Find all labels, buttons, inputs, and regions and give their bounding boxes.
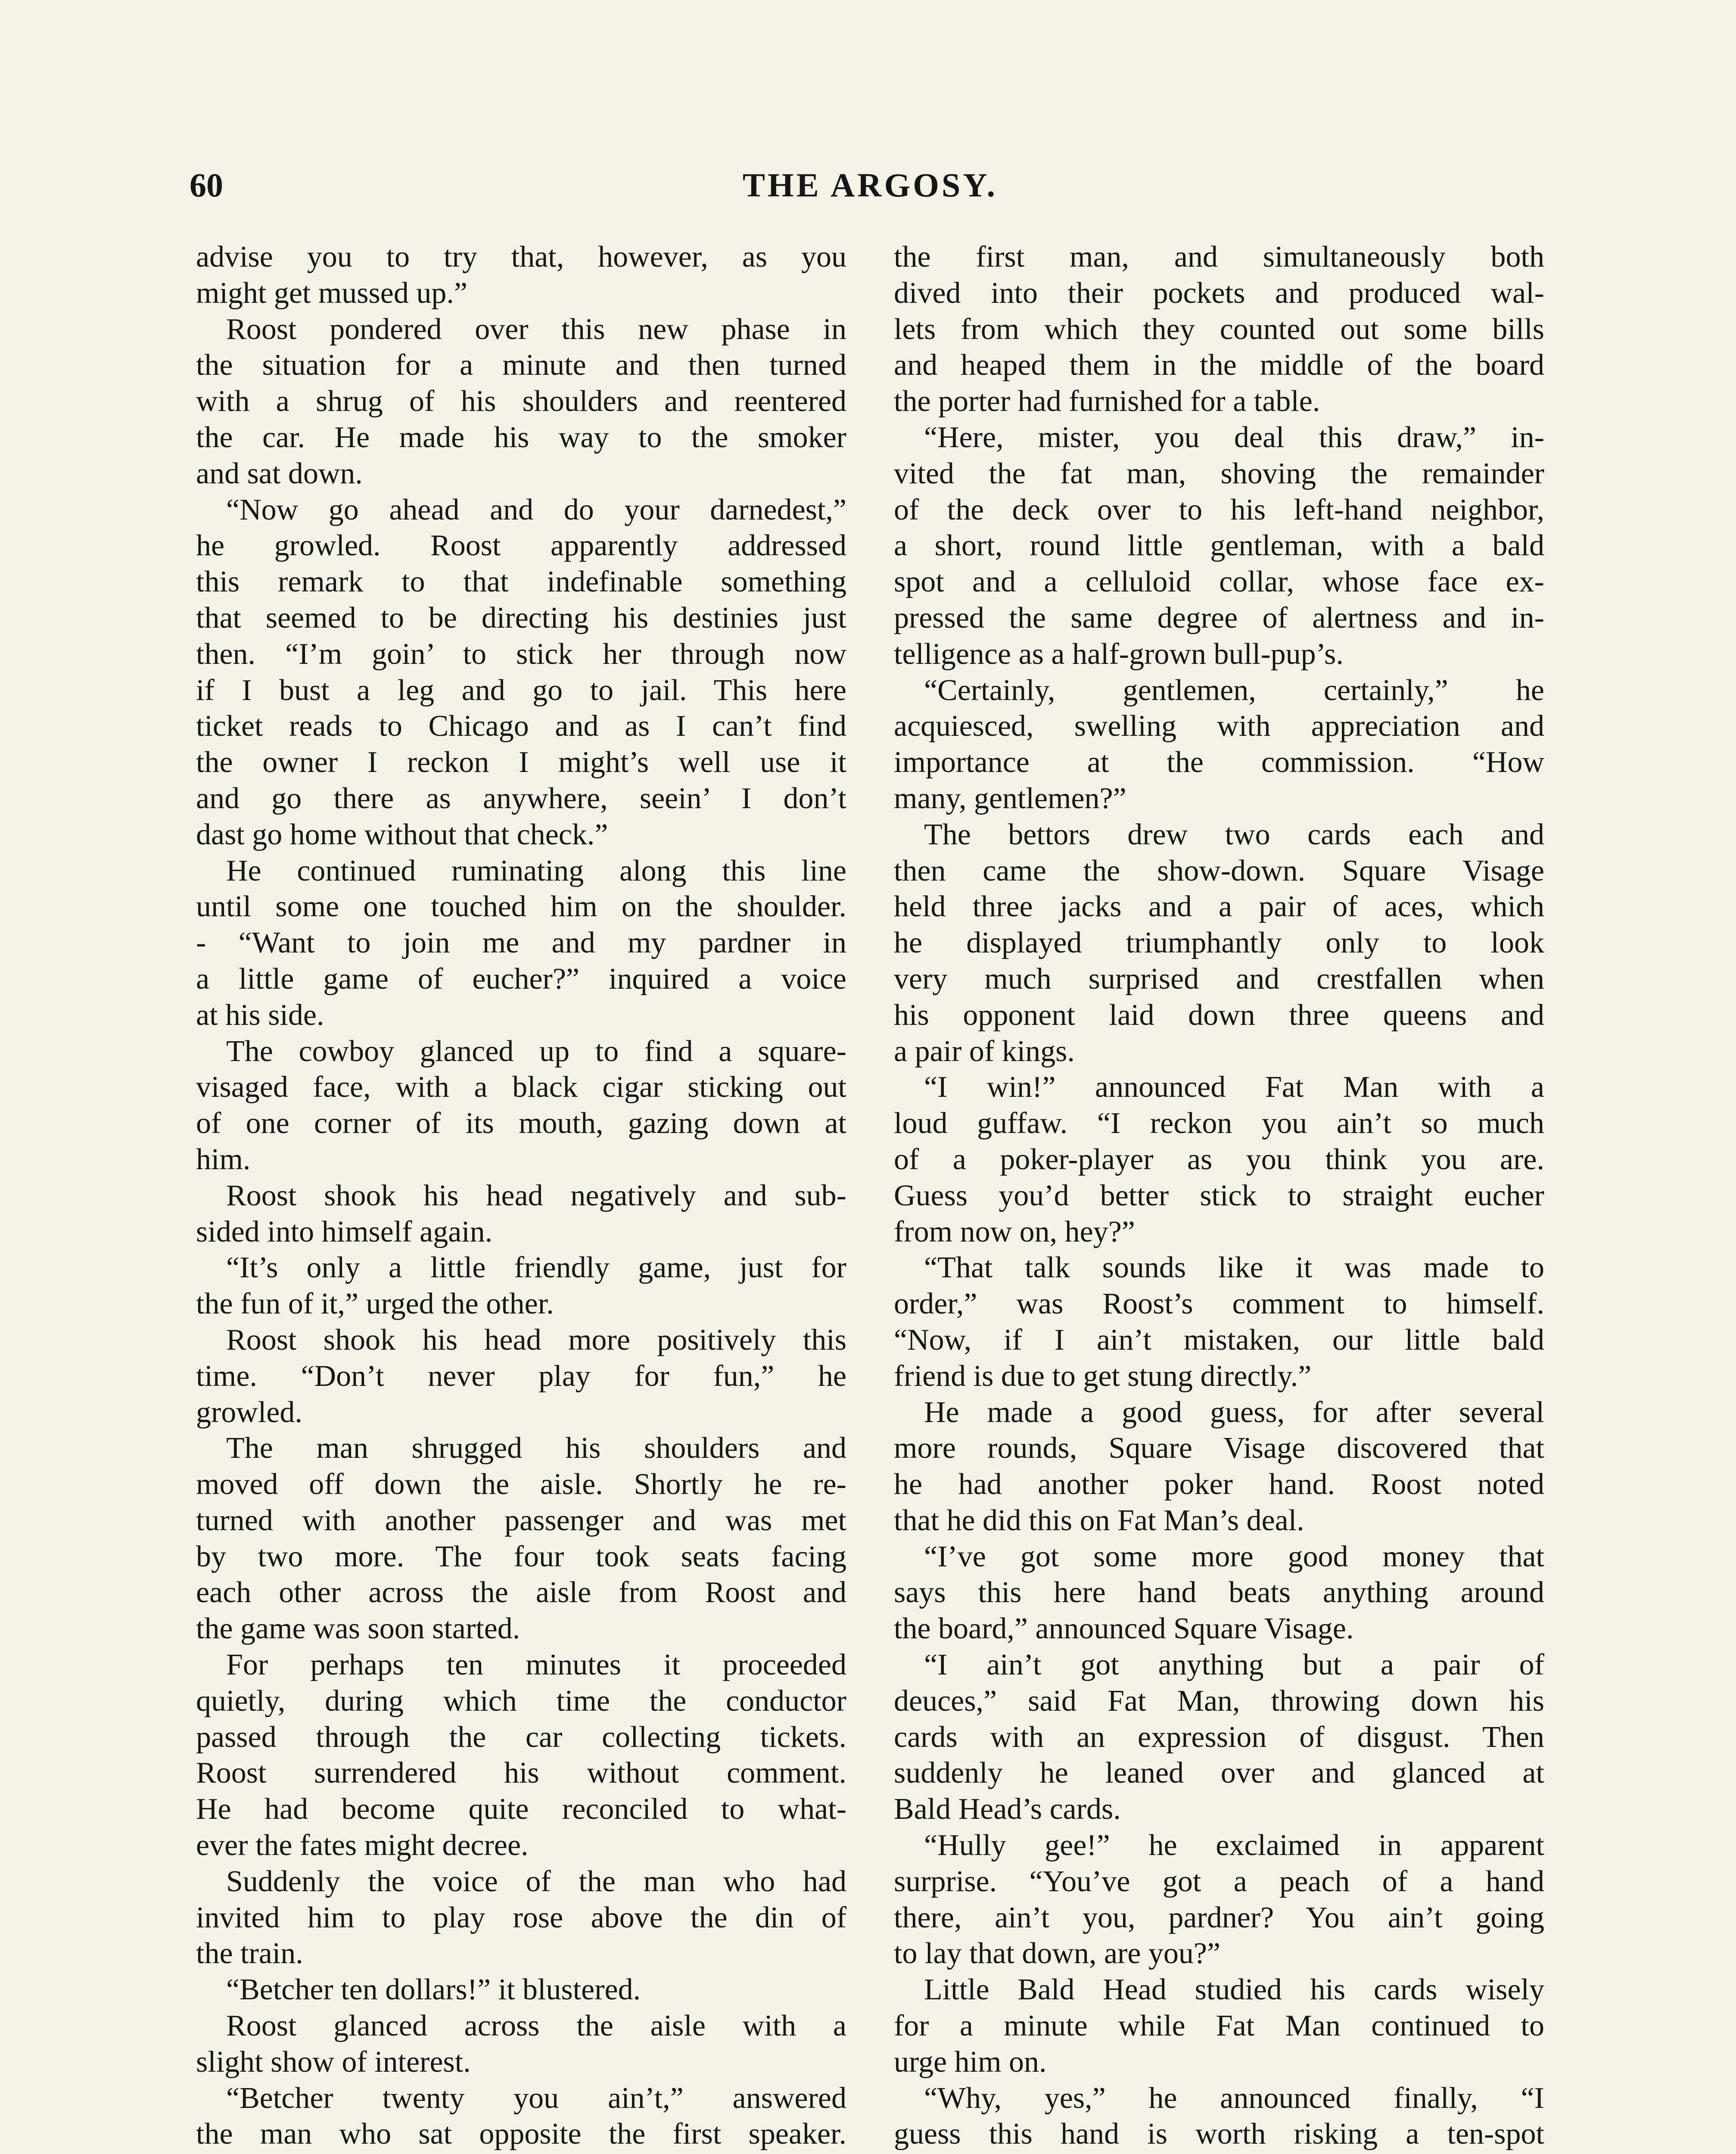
- text-line: by two more. The four took seats facing: [196, 1540, 846, 1573]
- text-line: each other across the aisle from Roost and: [196, 1576, 846, 1609]
- text-line: importance at the commission. “How: [894, 746, 1544, 779]
- text-line: Roost shook his head more positively this: [226, 1323, 846, 1357]
- text-line: the train.: [196, 1937, 303, 1970]
- text-line: Little Bald Head studied his cards wisely: [924, 1973, 1544, 2007]
- text-line: his opponent laid down three queens and: [894, 998, 1544, 1032]
- running-title: THE ARGOSY.: [743, 166, 998, 204]
- text-line: at his side.: [196, 998, 324, 1032]
- text-line: Roost surrendered his without comment.: [196, 1756, 846, 1790]
- text-line: “Why, yes,” he announced finally, “I: [924, 2081, 1544, 2115]
- text-line: urge him on.: [894, 2045, 1047, 2079]
- text-line: ticket reads to Chicago and as I can’t find: [196, 710, 846, 743]
- text-line: for a minute while Fat Man continued to: [894, 2009, 1544, 2043]
- text-line: the man who sat opposite the first speaker.: [196, 2117, 846, 2151]
- text-line: [196, 2152, 846, 2154]
- text-line: this remark to that indefinable something: [196, 565, 846, 599]
- text-line: passed through the car collecting tickets.: [196, 1720, 846, 1754]
- text-line: - “Want to join me and my pardner in: [196, 926, 846, 960]
- text-line: sided into himself again.: [196, 1215, 493, 1248]
- text-line: held three jacks and a pair of aces, which: [894, 890, 1544, 924]
- text-line: the game was soon started.: [196, 1612, 520, 1646]
- text-line: spot and a celluloid collar, whose face ex-: [894, 565, 1544, 599]
- text-line: “I ain’t got anything but a pair of: [924, 1648, 1544, 1682]
- text-line: cards with an expression of disgust. Then: [894, 1720, 1544, 1754]
- text-line: The man shrugged his shoulders and: [226, 1432, 846, 1465]
- text-line: a little game of eucher?” inquired a voice: [196, 962, 846, 996]
- text-line: then. “I’m goin’ to stick her through now: [196, 637, 846, 671]
- text-line: the situation for a minute and then turned: [196, 349, 846, 382]
- text-line: of a poker-player as you think you are.: [894, 1142, 1544, 1176]
- text-line: from now on, hey?”: [894, 1215, 1135, 1248]
- text-line: the owner I reckon I might’s well use it: [196, 746, 846, 779]
- text-line: invited him to play rose above the din of: [196, 1901, 846, 1934]
- text-line: acquiesced, swelling with appreciation and: [894, 710, 1544, 743]
- text-line: him.: [196, 1142, 251, 1176]
- text-column-right: [894, 239, 1544, 2154]
- text-line: “Now, if I ain’t mistaken, our little bald: [894, 1323, 1544, 1357]
- text-line: very much surprised and crestfallen when: [894, 962, 1544, 996]
- text-line: many, gentlemen?”: [894, 781, 1126, 815]
- page-header: [190, 159, 1551, 211]
- text-line: of one corner of its mouth, gazing down at: [196, 1107, 846, 1140]
- text-line: deuces,” said Fat Man, throwing down his: [894, 1684, 1544, 1718]
- text-line: “That talk sounds like it was made to: [924, 1251, 1544, 1285]
- text-line: the car. He made his way to the smoker: [196, 420, 846, 454]
- text-line: “Betcher twenty you ain’t,” answered: [226, 2081, 846, 2115]
- text-line: ever the fates might decree.: [196, 1829, 529, 1862]
- text-line: The cowboy glanced up to find a square-: [226, 1034, 846, 1068]
- text-line: until some one touched him on the shoulder.: [196, 890, 846, 924]
- text-line: “Hully gee!” he exclaimed in apparent: [924, 1829, 1544, 1862]
- text-line: order,” was Roost’s comment to himself.: [894, 1287, 1544, 1321]
- text-line: suddenly he leaned over and glanced at: [894, 1756, 1544, 1790]
- text-line: Roost shook his head negatively and sub-: [226, 1179, 846, 1212]
- text-line: says this here hand beats anything around: [894, 1576, 1544, 1609]
- text-line: visaged face, with a black cigar sticking out: [196, 1071, 846, 1104]
- text-line: there, ain’t you, pardner? You ain’t going: [894, 1901, 1544, 1934]
- text-line: [894, 2152, 1544, 2154]
- text-line: pressed the same degree of alertness and in-: [894, 601, 1544, 635]
- text-line: that seemed to be directing his destinies just: [196, 601, 846, 635]
- text-line: surprise. “You’ve got a peach of a hand: [894, 1865, 1544, 1898]
- text-line: he displayed triumphantly only to look: [894, 926, 1544, 960]
- text-line: Guess you’d better stick to straight eucher: [894, 1179, 1544, 1212]
- text-line: dived into their pockets and produced wal-: [894, 276, 1544, 310]
- text-line: a pair of kings.: [894, 1034, 1075, 1068]
- text-line: He continued ruminating along this line: [226, 854, 846, 887]
- text-line: loud guffaw. “I reckon you ain’t so much: [894, 1107, 1544, 1140]
- page-number: 60: [190, 166, 223, 204]
- text-line: moved off down the aisle. Shortly he re-: [196, 1468, 846, 1501]
- text-line: that he did this on Fat Man’s deal.: [894, 1503, 1304, 1537]
- text-line: Roost glanced across the aisle with a: [226, 2009, 846, 2043]
- text-line: a short, round little gentleman, with a bald: [894, 529, 1544, 563]
- text-line: vited the fat man, shoving the remainder: [894, 457, 1544, 490]
- text-line: of the deck over to his left-hand neighbor,: [894, 493, 1544, 526]
- text-line: more rounds, Square Visage discovered that: [894, 1432, 1544, 1465]
- text-line: The bettors drew two cards each and: [924, 818, 1544, 851]
- text-line: and go there as anywhere, seein’ I don’t: [196, 781, 846, 815]
- text-line: “It’s only a little friendly game, just for: [226, 1251, 846, 1285]
- text-line: growled.: [196, 1395, 302, 1429]
- text-line: dast go home without that check.”: [196, 818, 608, 851]
- text-line: He had become quite reconciled to what-: [196, 1793, 846, 1826]
- text-line: to lay that down, are you?”: [894, 1937, 1221, 1970]
- text-line: then came the show-down. Square Visage: [894, 854, 1544, 887]
- text-line: lets from which they counted out some bills: [894, 312, 1544, 346]
- text-line: Bald Head’s cards.: [894, 1793, 1121, 1826]
- text-line: For perhaps ten minutes it proceeded: [226, 1648, 846, 1682]
- text-line: he growled. Roost apparently addressed: [196, 529, 846, 563]
- text-line: turned with another passenger and was met: [196, 1503, 846, 1537]
- text-line: “I’ve got some more good money that: [924, 1540, 1544, 1573]
- text-line: “Now go ahead and do your darnedest,”: [226, 493, 846, 526]
- text-line: might get mussed up.”: [196, 276, 467, 310]
- text-line: with a shrug of his shoulders and reentered: [196, 385, 846, 418]
- text-line: “I win!” announced Fat Man with a: [924, 1071, 1544, 1104]
- text-line: Suddenly the voice of the man who had: [226, 1865, 846, 1898]
- text-line: guess this hand is worth risking a ten-spot: [894, 2117, 1544, 2151]
- text-line: telligence as a half-grown bull-pup’s.: [894, 637, 1344, 671]
- text-line: and sat down.: [196, 457, 363, 490]
- text-line: the board,” announced Square Visage.: [894, 1612, 1354, 1646]
- text-line: slight show of interest.: [196, 2045, 471, 2079]
- text-line: the fun of it,” urged the other.: [196, 1287, 554, 1321]
- text-line: the porter had furnished for a table.: [894, 385, 1320, 418]
- text-line: and heaped them in the middle of the board: [894, 349, 1544, 382]
- text-column-left: [196, 239, 846, 2154]
- text-line: he had another poker hand. Roost noted: [894, 1468, 1544, 1501]
- text-line: “Here, mister, you deal this draw,” in-: [924, 420, 1544, 454]
- text-line: “Certainly, gentlemen, certainly,” he: [924, 673, 1544, 707]
- text-line: the first man, and simultaneously both: [894, 240, 1544, 274]
- text-line: quietly, during which time the conductor: [196, 1684, 846, 1718]
- text-line: He made a good guess, for after several: [924, 1395, 1544, 1429]
- text-line: time. “Don’t never play for fun,” he: [196, 1359, 846, 1393]
- text-line: if I bust a leg and go to jail. This here: [196, 673, 846, 707]
- text-line: advise you to try that, however, as you: [196, 240, 846, 274]
- text-line: friend is due to get stung directly.”: [894, 1359, 1312, 1393]
- text-line: Roost pondered over this new phase in: [226, 312, 846, 346]
- text-line: “Betcher ten dollars!” it blustered.: [226, 1973, 641, 2007]
